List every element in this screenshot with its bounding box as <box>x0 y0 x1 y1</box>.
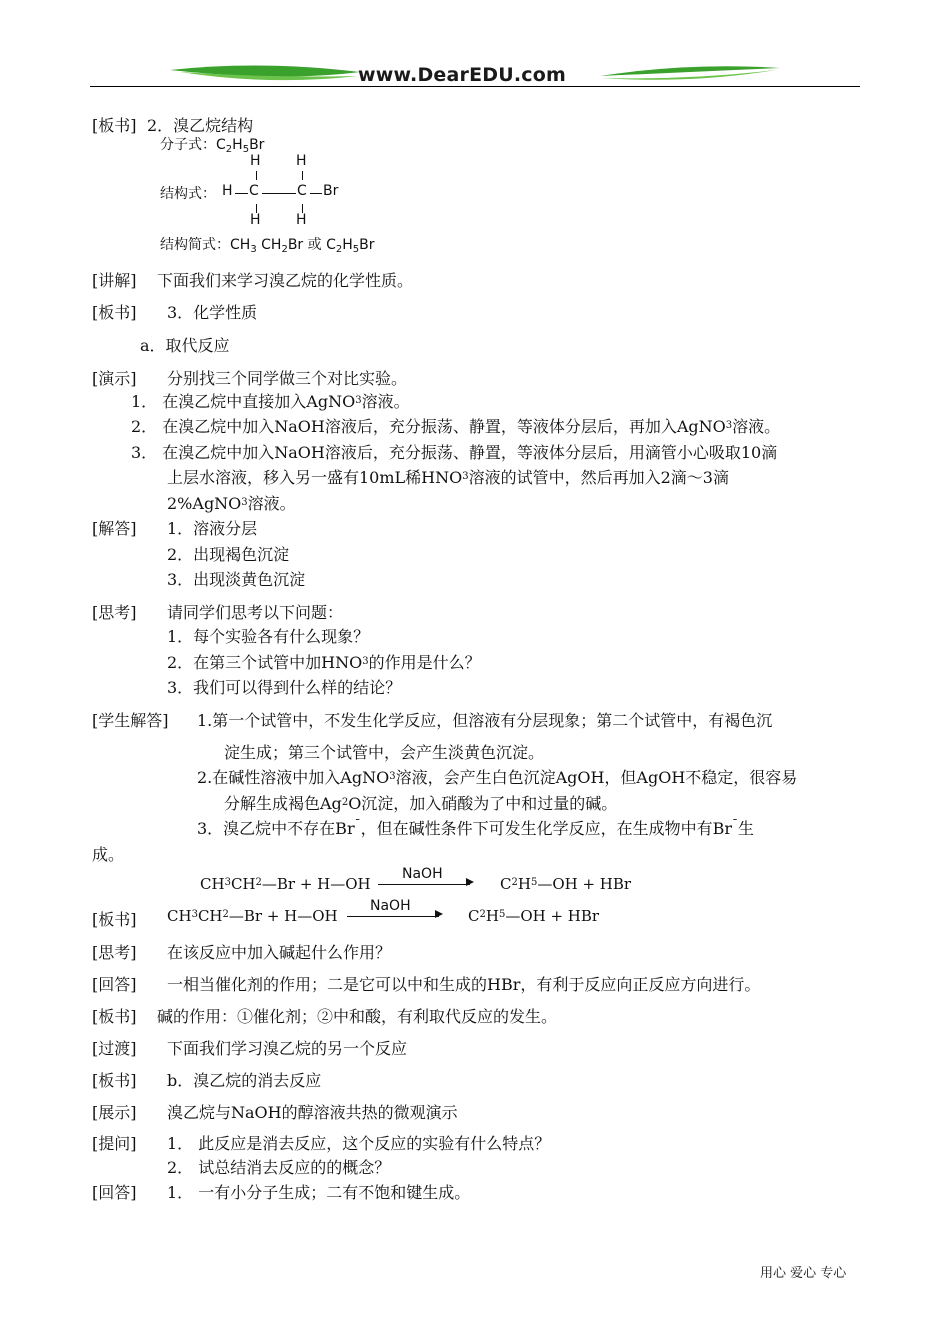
answer-item: 1．溶液分层 <box>167 519 258 538</box>
tag-student-answer: [学生解答] <box>92 711 169 730</box>
text-line: 下面我们来学习溴乙烷的化学性质。 <box>157 271 414 290</box>
text-line: 碱的作用：①催化剂；②中和酸，有利取代反应的发生。 <box>157 1007 558 1026</box>
student-answer-2-cont: 分解生成褐色Ag$^2$O沉淀，加入硝酸为了中和过量的碱。 <box>224 794 618 813</box>
reaction-equation: $CH^3CH^2—Br$ + H—OH <box>200 875 371 893</box>
tag-reply: [回答] <box>92 975 137 994</box>
text-line: 请同学们思考以下问题： <box>167 603 344 622</box>
reaction-arrow <box>347 916 439 917</box>
question-item: 2． 试总结消去反应的的概念？ <box>167 1158 391 1177</box>
student-answer-1-cont: 淀生成；第三个试管中，会产生淡黄色沉淀。 <box>224 743 545 762</box>
tag-think: [思考] <box>92 603 137 622</box>
tag-lecture: [讲解] <box>92 271 137 290</box>
student-answer-3: 3．溴乙烷中不存在Br¯，但在碱性条件下可发生化学反应，在生成物中有Br¯生 <box>197 817 755 838</box>
arrow-head <box>435 910 443 918</box>
tag-board: [板书] <box>92 303 137 322</box>
tag-think: [思考] <box>92 943 137 962</box>
text-line: 1． 一有小分子生成；二有不饱和键生成。 <box>167 1183 471 1202</box>
bond <box>235 193 248 194</box>
answer-item: 3．出现淡黄色沉淀 <box>167 570 306 589</box>
header-rule <box>90 86 860 87</box>
experiment-3-line3: 2%AgNO$^3$溶液。 <box>167 494 296 513</box>
section-structure-title: 2．溴乙烷结构 <box>147 116 254 135</box>
atom-H: H <box>296 212 307 228</box>
tag-transition: [过渡] <box>92 1039 137 1058</box>
atom-C: C <box>249 183 259 199</box>
tag-board: [板书] <box>92 1007 137 1026</box>
text-line: 溴乙烷与NaOH的醇溶液共热的微观演示 <box>167 1103 458 1122</box>
bond <box>262 193 296 194</box>
text-line: 下面我们学习溴乙烷的另一个反应 <box>167 1039 408 1058</box>
question-item: 3．我们可以得到什么样的结论？ <box>167 678 402 697</box>
reaction-products: $C^2H^5—OH$ + HBr <box>468 907 600 925</box>
tag-demo: [演示] <box>92 369 137 388</box>
experiment-3-line1: 3． 在溴乙烷中加入NaOH溶液后，充分振荡、静置，等液体分层后，用滴管小心吸取10滴 <box>131 443 778 462</box>
subsection-elimination: b．溴乙烷的消去反应 <box>167 1071 322 1090</box>
tag-board: [板书] <box>92 116 137 135</box>
reaction-products: $C^2H^5—OH$ + HBr <box>500 875 632 893</box>
footer-motto: 用心 爱心 专心 <box>760 1266 847 1281</box>
question-item: 2．在第三个试管中加HNO$^3$的作用是什么？ <box>167 653 481 672</box>
answer-item: 2．出现褐色沉淀 <box>167 545 290 564</box>
text-line: 一相当催化剂的作用；二是它可以中和生成的HBr，有利于反应向正反应方向进行。 <box>167 975 761 994</box>
atom-H: H <box>296 153 307 169</box>
experiment-2: 2． 在溴乙烷中加入NaOH溶液后，充分振荡、静置，等液体分层后，再加入AgNO$^3$溶液。 <box>131 417 781 436</box>
tag-question: [提问] <box>92 1134 137 1153</box>
experiment-3-line2: 上层水溶液，移入另一盛有10mL稀HNO$^3$溶液的试管中，然后再加入2滴～3滴 <box>167 468 729 487</box>
student-answer-2: 2.在碱性溶液中加入AgNO$^3$溶液，会产生白色沉淀AgOH，但AgOH不稳定，很容易 <box>197 768 798 787</box>
subsection-substitution: a．取代反应 <box>140 336 230 355</box>
tag-reply: [回答] <box>92 1183 137 1202</box>
catalyst-label: NaOH <box>402 866 443 882</box>
section-chem-properties: 3．化学性质 <box>167 303 258 322</box>
text-line: 分别找三个同学做三个对比实验。 <box>167 369 408 388</box>
molecular-formula-label: 分子式： <box>160 137 216 153</box>
tag-answer: [解答] <box>92 519 137 538</box>
bond <box>256 171 257 180</box>
simple-formula-label: 结构简式： <box>160 237 230 253</box>
text-line: 在该反应中加入碱起什么作用？ <box>167 943 392 962</box>
atom-H: H <box>250 153 261 169</box>
structural-formula-label: 结构式： <box>160 186 216 202</box>
text-line: 成。 <box>92 845 125 864</box>
question-item: 1．每个实验各有什么现象？ <box>167 627 370 646</box>
reaction-equation: $CH^3CH^2—Br$ + H—OH <box>167 907 338 925</box>
atom-C: C <box>297 183 307 199</box>
atom-H: H <box>250 212 261 228</box>
reaction-arrow <box>378 884 470 885</box>
atom-H: H <box>222 183 233 199</box>
arrow-head <box>466 878 474 886</box>
question-item: 1． 此反应是消去反应，这个反应的实验有什么特点？ <box>167 1134 551 1153</box>
tag-display: [展示] <box>92 1103 137 1122</box>
atom-Br: Br <box>323 183 339 199</box>
student-answer-1: 1.第一个试管中，不发生化学反应，但溶液有分层现象；第二个试管中，有褐色沉 <box>197 711 773 730</box>
bond <box>310 193 322 194</box>
tag-board: [板书] <box>92 1071 137 1090</box>
experiment-1: 1． 在溴乙烷中直接加入AgNO$^3$溶液。 <box>131 392 410 411</box>
catalyst-label: NaOH <box>370 898 411 914</box>
tag-board: [板书] <box>92 910 137 929</box>
bond <box>302 171 303 180</box>
site-logo[interactable]: www.DearEDU.com <box>358 64 567 86</box>
